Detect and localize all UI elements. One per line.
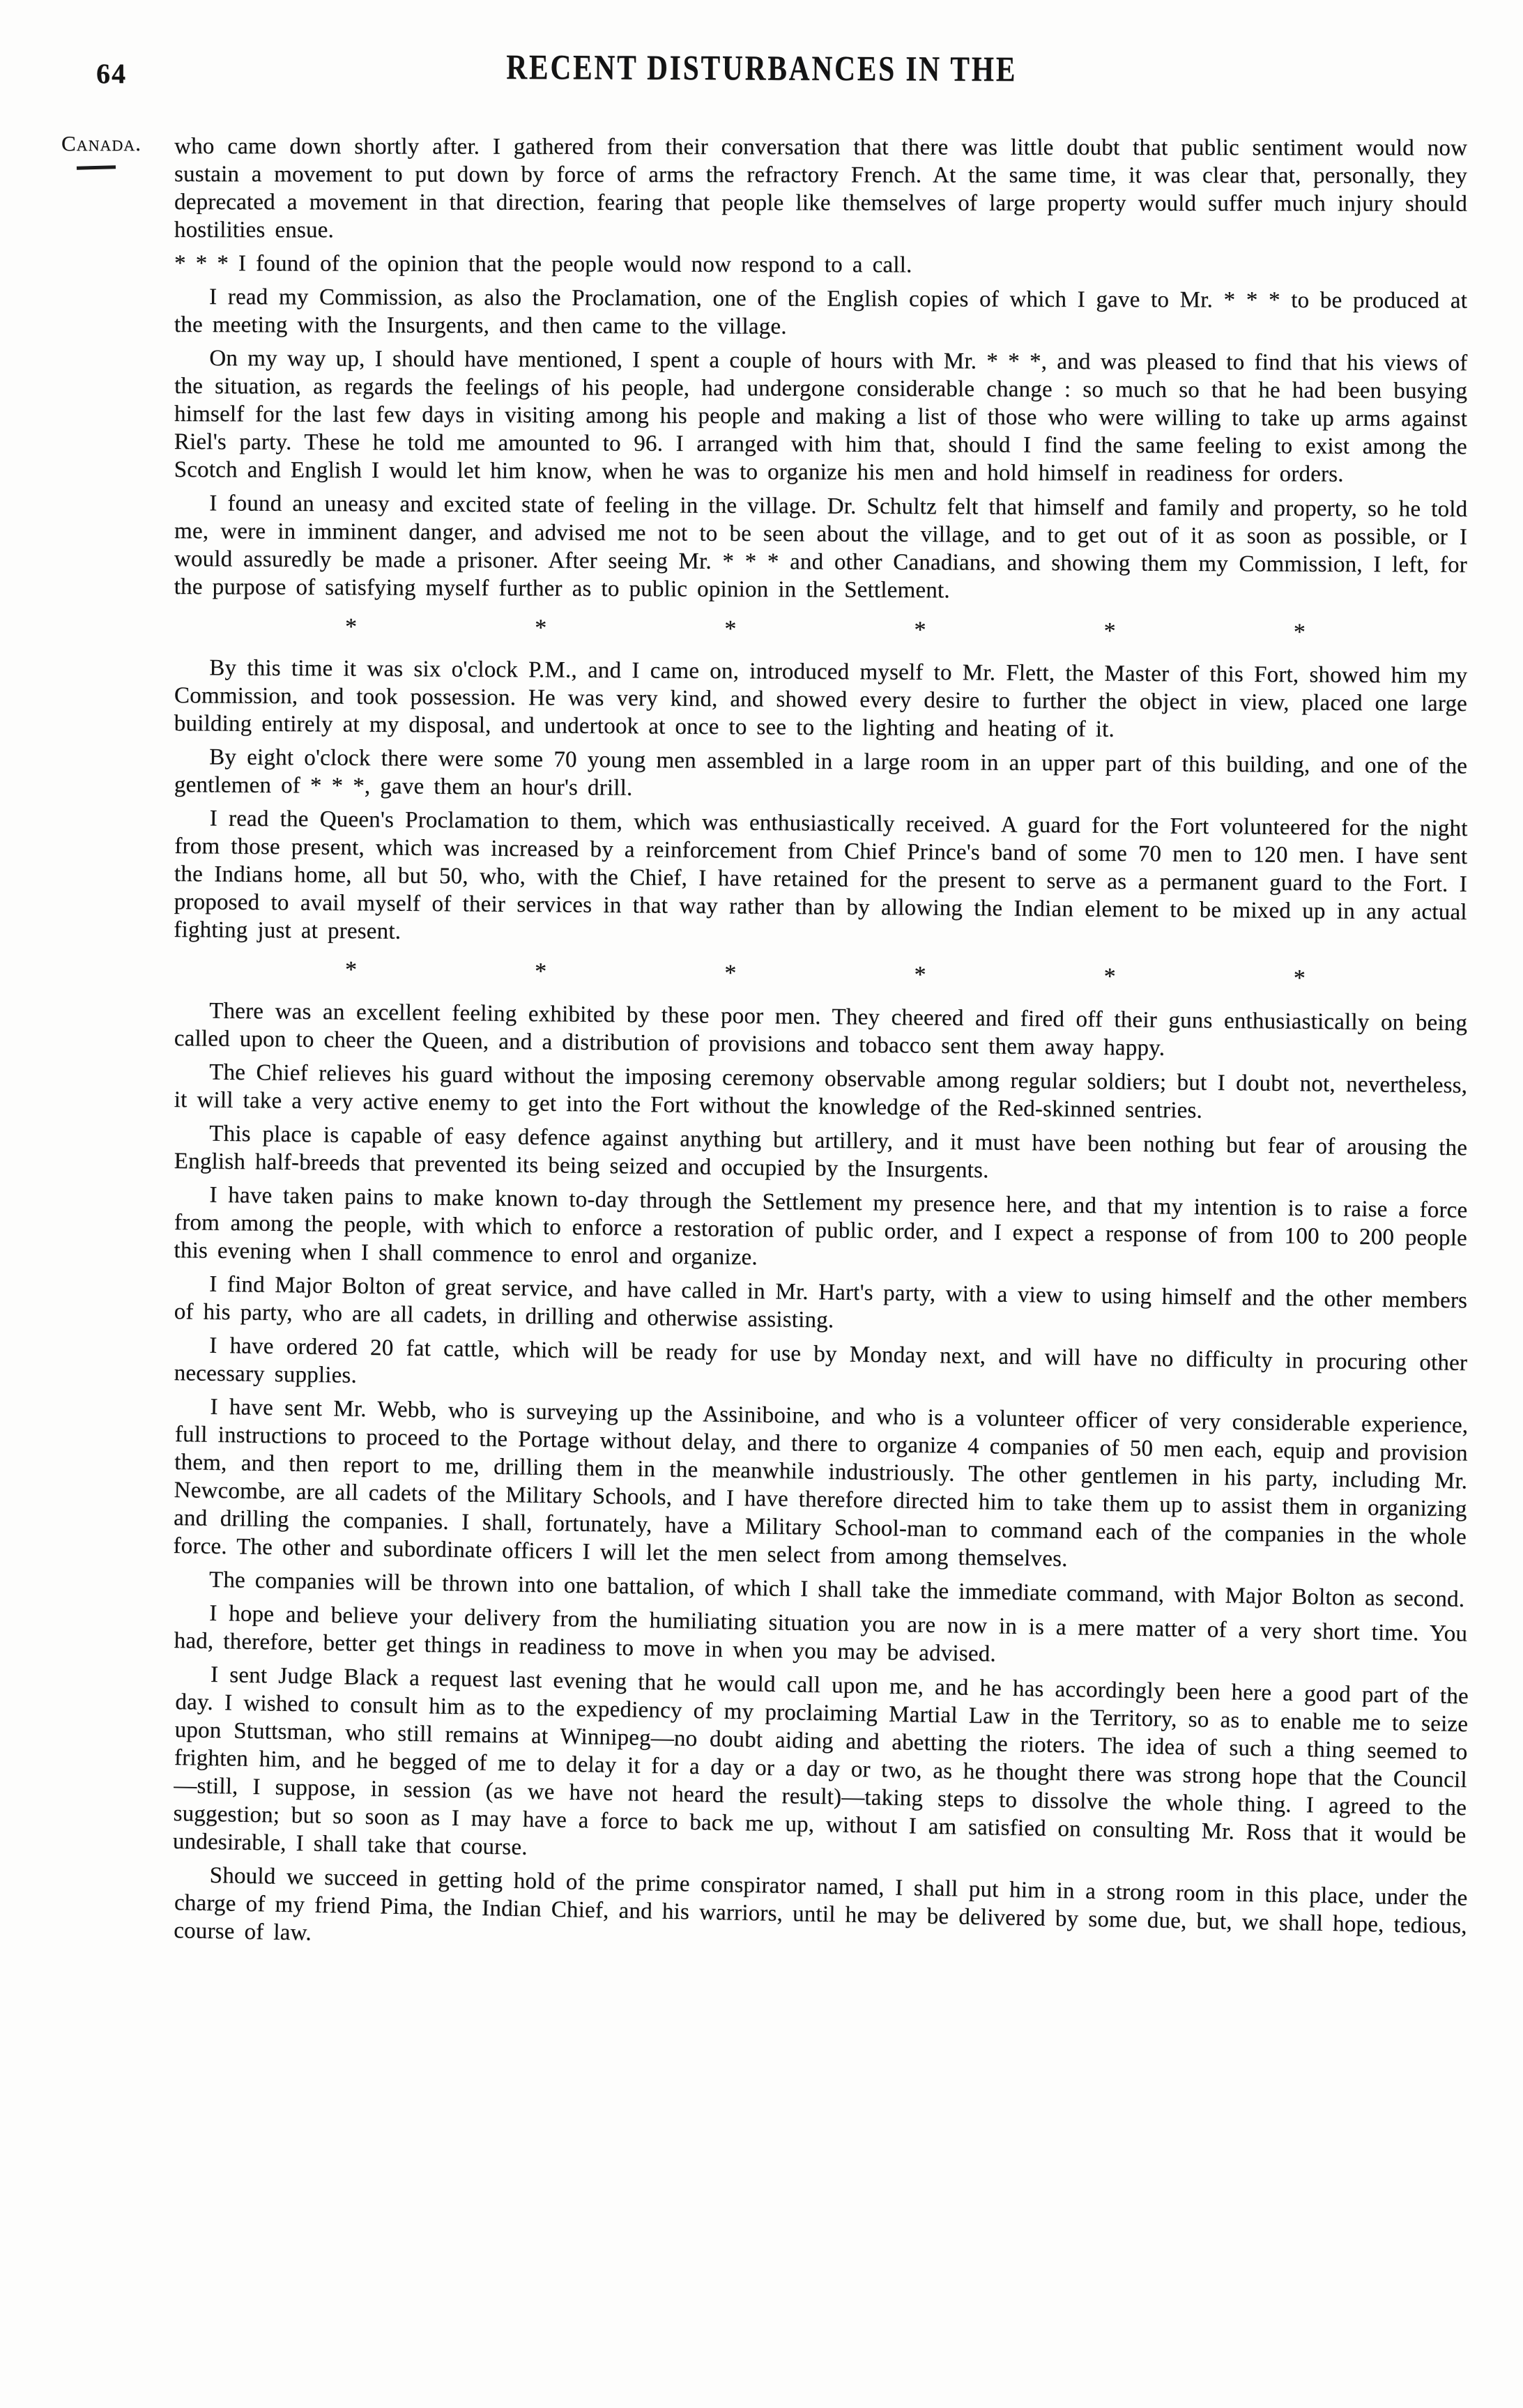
asterisk-glyph: * [1103,618,1116,645]
paragraph: This place is capable of easy defence against anything but artillery, and it must have been nothing but fear of arousing the English half-breeds that prevented its being seized and occupied by the Insurgents. [174,1121,1468,1183]
paragraph: By this time it was six o'clock P.M., and I came on, introduced myself to Mr. Flett, the Master of this Fort, showed him my Commission, and took possession. He was very kind, and showed every desire to further the object in view, placed one large building entirely at my disposal, and undertook at once to see to the lighting and heating of it. [174,655,1468,742]
paragraph: I read my Commission, as also the Proclamation, one of the English copies of which I gave to Mr. * * * to be produced at the meeting with the Insurgents, and then came to the village. [174,284,1468,339]
body-text [174,132,1467,1950]
asterisk-glyph: * [534,958,547,985]
asterisk-glyph: * [535,615,547,641]
section-separator [345,956,1306,992]
margin-note-label: Canada. [61,131,141,155]
paragraph: I sent Judge Black a request last evening that he would call upon me, and he has accordingly been here a good part of the day. I wished to consult him as to the expediency of my proclaiming Martial Law in the Territory, so as to enable me to seize upon Stuttsman, who still remains at Winnipeg—no doubt aiding and abetting the rioters. The idea of such a thing seemed to frighten him, and he begged of me to delay it for a day or a day or two, as he thought there was strong hope that the Council —still, I suppose, in session (as we have not heard the result)—taking steps to dissolve the whole thing. I agreed to the suggestion; but so soon as I may have a force to back me up, without I am satisfied on consulting Mr. Ross that it would be undesirable, I shall take that course. [172,1662,1469,1860]
asterisk-glyph: * [724,616,737,643]
paragraph: There was an excellent feeling exhibited by these poor men. They cheered and fired off their guns enthusiastically on being called upon to cheer the Queen, and a distribution of provisions and tobacco sent them away happy. [174,998,1468,1061]
paragraph: The Chief relieves his guard without the imposing ceremony observable among regular soldiers; but I doubt not, nevertheless, it will take a very active enemy to get into the Fort without the knowledge of the Red-skinned sentries. [174,1059,1468,1124]
paragraph: On my way up, I should have mentioned, I spent a couple of hours with Mr. * * *, and was pleased to find that his views of the situation, as regards the feelings of his people, had undergone considerable change : so much so that he had been busying himself for the last few days in visiting among his people and making a list of those who were willing to take up arms against Riel's party. These he told me amounted to 96. I arranged with him that, should I find the same feeling to exist among the Scotch and English I would let him know, when he was to organize his men and hold himself in readiness for orders. [174,346,1468,487]
asterisk-glyph: * [1293,965,1306,992]
asterisk-glyph: * [1293,619,1306,645]
margin-note-rule [77,165,116,169]
paragraph: I have taken pains to make known to-day through the Settlement my presence here, and that my intention is to raise a force from among the people, with which to enforce a restoration of public order, and I expect a response of from 100 to 200 people this evening when I shall commence to enrol and organize. [174,1182,1468,1271]
paragraph: By eight o'clock there were some 70 young men assembled in a large room in an upper part of this building, and one of the gentlemen of * * *, gave them an hour's drill. [174,744,1468,801]
asterisk-glyph: * [344,957,358,983]
margin-note [61,131,166,169]
paragraph: I hope and believe your delivery from the humiliating situation you are now in is a mere matter of a very short time. You had, therefore, better get things in readiness to move in when you may be advised. [174,1600,1468,1667]
paragraph: I have sent Mr. Webb, who is surveying up the Assiniboine, and who is a volunteer officer of very considerable experience, full instructions to proceed to the Portage without delay, and there to organize 4 companies of 50 men each, equip and provision them, and then report to me, drilling them in the meanwhile industriously. The other gentlemen in his party, including Mr. Newcombe, are all cadets of the Military Schools, and I have therefore directed him to take them up to assist them in organizing and drilling the companies. I shall, fortunately, have a Military School-man to command each of the companies in the whole force. The other and subordinate officers I will let the men select from among themselves. [173,1394,1469,1572]
paragraph: I read the Queen's Proclamation to them, which was enthusiastically received. A guard for the Fort volunteered for the night from those present, which was increased by a reinforcement from Chief Prince's band of some 70 men to 120 men. I have sent the Indians home, all but 50, who, with the Chief, I have retained for the present to serve as a permanent guard to the Fort. I proposed to avail myself of their services in that way rather than by allowing the Indian element to be mixed up in any actual fighting just at present. [174,806,1468,944]
asterisk-glyph: * [1103,963,1116,990]
page-number: 64 [96,58,127,89]
running-title: RECENT DISTURBANCES IN THE [505,48,1018,89]
asterisk-glyph: * [914,617,926,643]
paragraph: I have ordered 20 fat cattle, which will be ready for use by Monday next, and will have no difficulty in procuring other necessary supplies. [174,1333,1468,1388]
asterisk-glyph: * [724,960,737,987]
asterisk-glyph: * [344,614,358,641]
paragraph: I found an uneasy and excited state of feeling in the village. Dr. Schultz felt that himself and family and property, so he told me, were in imminent danger, and advised me not to be seen about the village, and to get out of it as soon as possible, or I would assuredly be made a prisoner. After seeing Mr. * * * and other Canadians, and showing them my Commission, I left, for the purpose of satisfying myself further as to public opinion in the Settlement. [174,491,1468,604]
paragraph: * * * I found of the opinion that the people would now respond to a call. [174,251,912,278]
page-header [0,48,1523,89]
asterisk-glyph: * [914,962,926,988]
paragraph: I find Major Bolton of great service, and have called in Mr. Hart's party, with a view to using himself and the other members of his party, who are all cadets, in drilling and otherwise assisting. [174,1271,1468,1333]
paragraph: Should we succeed in getting hold of the prime conspirator named, I shall put him in a strong room in this place, under the charge of my friend Pima, the Indian Chief, and his warriors, until he may be delivered by some due, but, we shall hope, tedious, course of law. [173,1862,1468,1946]
section-separator [345,613,1306,647]
paragraph: The companies will be thrown into one battalion, of which I shall take the immediate command, with Major Bolton as second. [208,1567,1465,1612]
paragraph: who came down shortly after. I gathered from their conversation that there was little doubt that public sentiment would now sustain a movement to put down by force of arms the refractory French. At the same time, it was clear that, personally, they deprecated a movement in that direction, fearing that people like themselves of large property would suffer much injury should hostilities ensue. [174,134,1468,243]
